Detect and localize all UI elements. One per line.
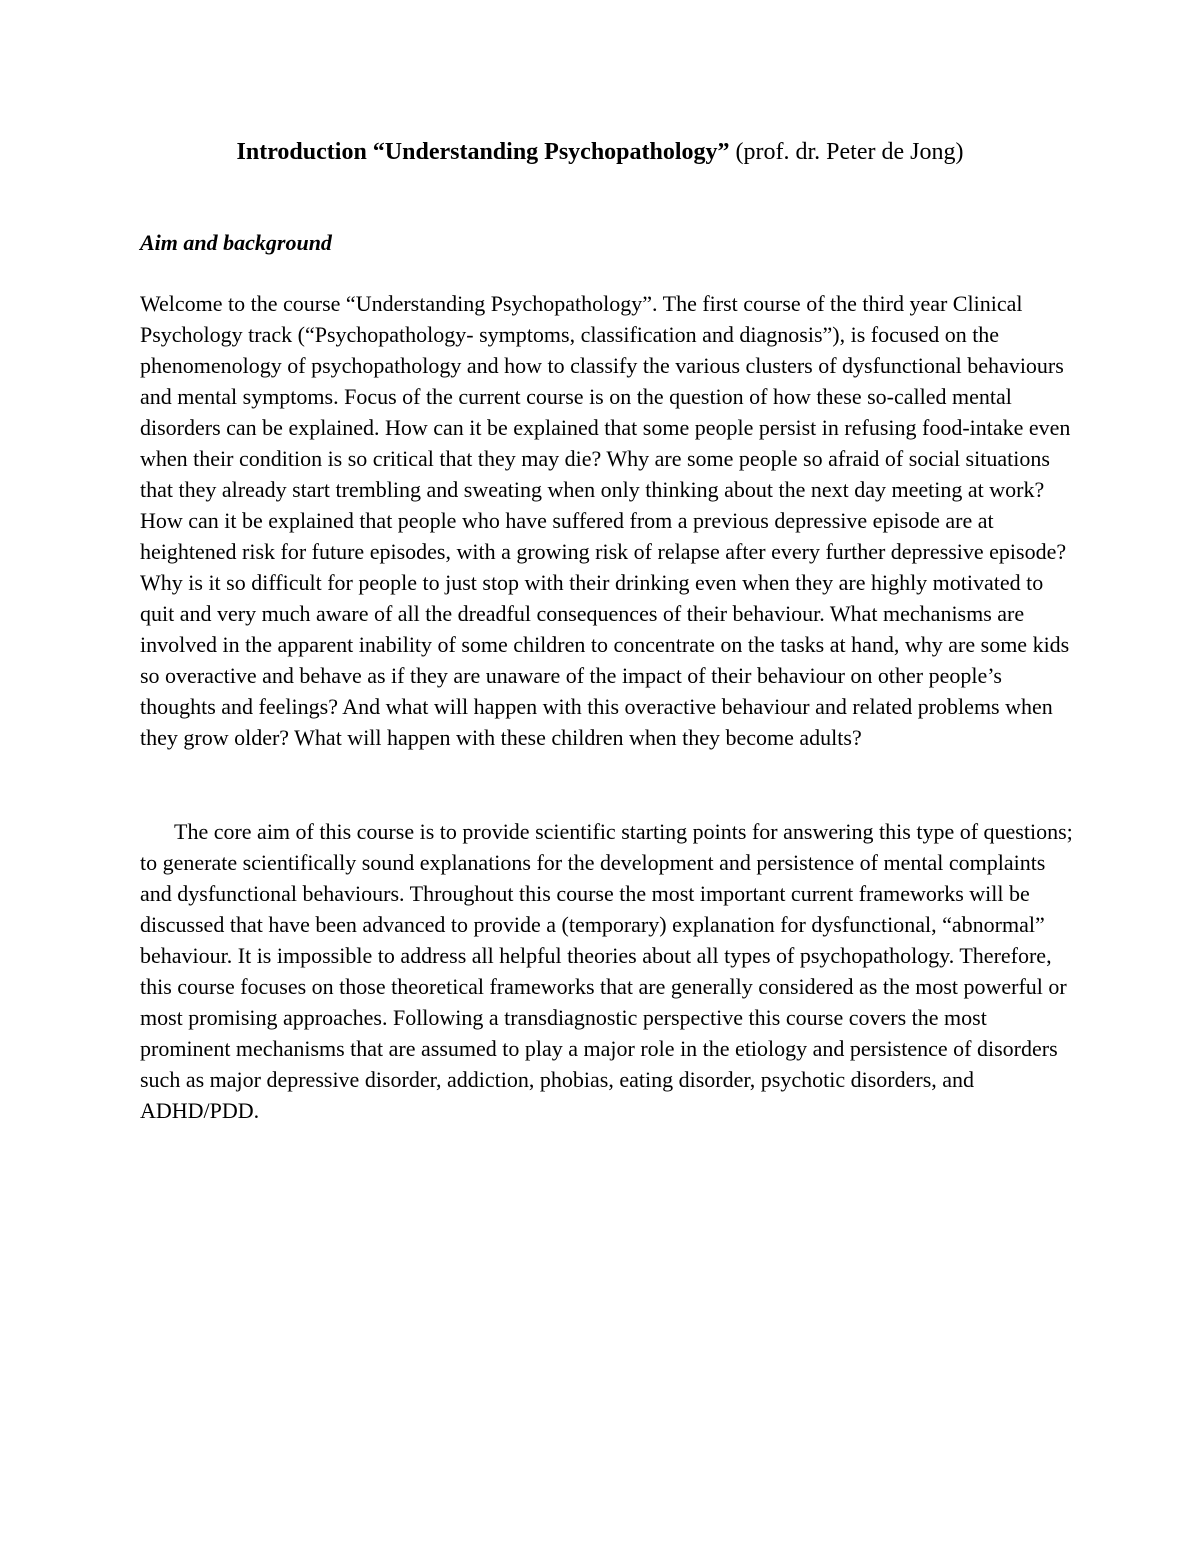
title-author: (prof. dr. Peter de Jong) bbox=[735, 139, 964, 165]
paragraph-intro: Welcome to the course “Understanding Psychopathology”. The first course of the third year Clinical Psychology track (“Psychopathology- symptoms, classification and diagnosis”), is focused on the phenomenology of psychopathology and how to classify the various clusters of dysfunctional behaviours and mental symptoms. Focus of the current course is on the question of how these so-called mental disorders can be explained. How can it be explained that some people persist in refusing food-intake even when their condition is so critical that they may die? Why are some people so afraid of social situations that they already start trembling and sweating when only thinking about the next day meeting at work? How can it be explained that people who have suffered from a previous depressive episode are at heightened risk for future episodes, with a growing risk of relapse after every further depressive episode? Why is it so difficult for people to just stop with their drinking even when they are highly motivated to quit and very much aware of all the dreadful consequences of their behaviour. What mechanisms are involved in the apparent inability of some children to concentrate on the tasks at hand, why are some kids so overactive and behave as if they are unaware of the impact of their behaviour on other people’s thoughts and feelings? And what will happen with this overactive behaviour and related problems when they grow older? What will happen with these children when they become adults? bbox=[140, 291, 1071, 750]
page-title bbox=[0, 136, 1200, 168]
section-heading: Aim and background bbox=[140, 230, 332, 255]
title-main: Introduction “Understanding Psychopathology” bbox=[236, 139, 730, 165]
paragraph-core-aim: The core aim of this course is to provide scientific starting points for answering this type of questions; to generate scientifically sound explanations for the development and persistence of mental complaints and dysfunctional behaviours. Throughout this course the most important current frameworks will be discussed that have been advanced to provide a (temporary) explanation for dysfunctional, “abnormal” behaviour. It is impossible to address all helpful theories about all types of psychopathology. Therefore, this course focuses on those theoretical frameworks that are generally considered as the most powerful or most promising approaches. Following a transdiagnostic perspective this course covers the most prominent mechanisms that are assumed to play a major role in the etiology and persistence of disorders such as major depressive disorder, addiction, phobias, eating disorder, psychotic disorders, and ADHD/PDD. bbox=[140, 819, 1073, 1123]
